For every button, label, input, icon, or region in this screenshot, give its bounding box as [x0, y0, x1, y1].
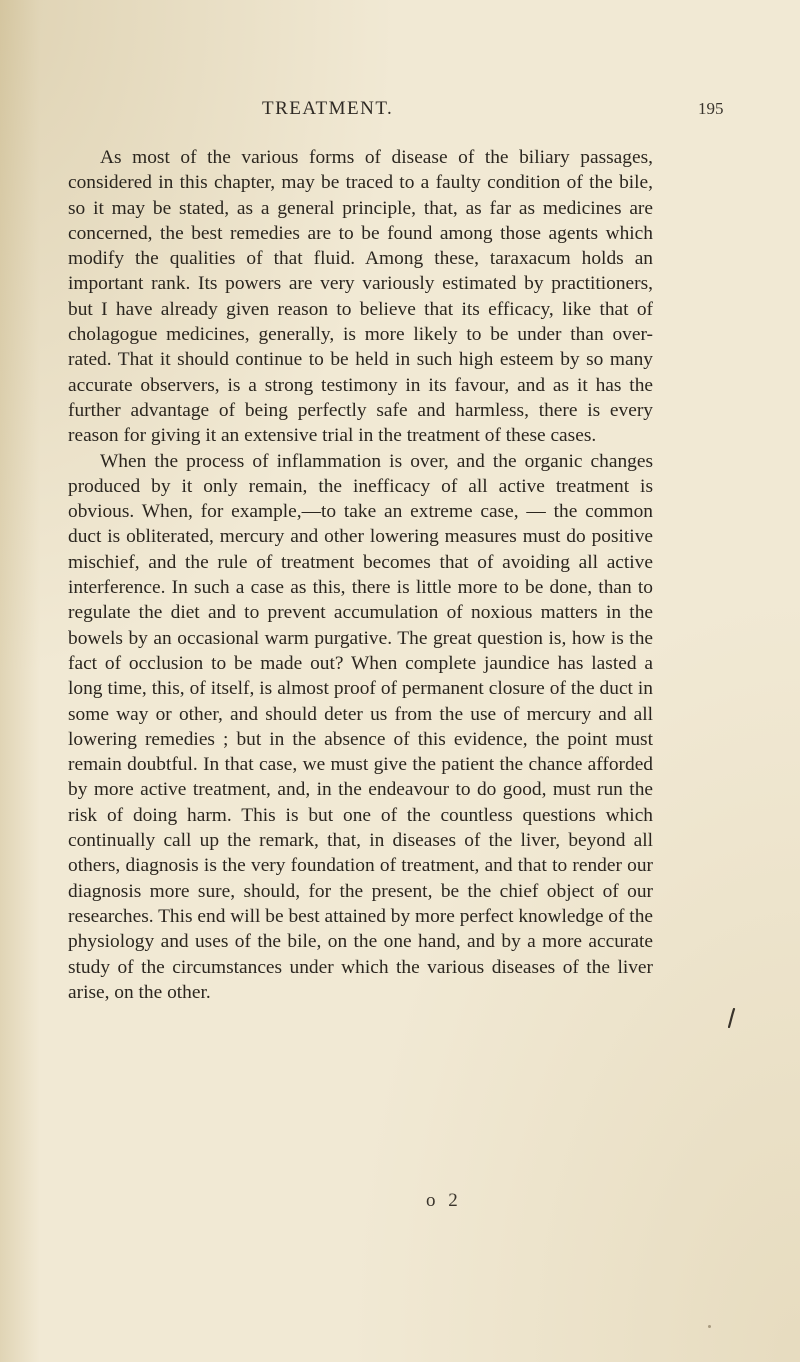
paragraph: When the process of inflammation is over, and the organic changes produced by it only remain, the inefficacy of all active treatment is obvious. When, for example,—to take an extreme case, — the common duct is obliterated, mercury and other lowering measures must do positive mischief, and the rule of treatment becomes that of avoiding all active interference. In such a case as this, there is little more to be done, than to regulate the diet and to prevent accumulation of noxious matters in the bowels by an occasional warm purgative. The great question is, how is the fact of occlusion to be made out? When complete jaundice has lasted a long time, this, of itself, is almost proof of permanent closure of the duct in some way or other, and should deter us from the use of mercury and all lowering remedies ; but in the absence of this evidence, the point must remain doubtful. In that case, we must give the patient the chance afforded by more active treatment, and, in the endeavour to do good, must run the risk of doing harm. This is but one of the countless questions which continually call up the remark, that, in diseases of the liver, beyond all others, diagnosis is the very foundation of treatment, and that to render our diagnosis more sure, should, for the present, be the chief object of our researches. This end will be best attained by more perfect knowledge of the physiology and uses of the bile, on the one hand, and by a more accurate study of the circumstances under which the various diseases of the liver arise, on the other. [68, 450, 653, 1003]
paragraph: As most of the various forms of disease of the biliary passages, considered in this chapter, may be traced to a faulty condition of the bile, so it may be stated, as a general principle, that, as far as medicines are concerned, the best remedies are to be found among those agents which modify the qualities of that fluid. Among these, taraxacum holds an important rank. Its powers are very variously estimated by practitioners, but I have already given reason to believe that its efficacy, like that of cholagogue medicines, generally, is more likely to be under than over-rated. That it should continue to be held in such high esteem by so many accurate observers, is a strong testimony in its favour, and as it has the further advantage of being perfectly safe and harmless, there is every reason for giving it an extensive trial in the treatment of these cases. [68, 147, 653, 447]
signature-mark: o 2 [426, 1190, 462, 1211]
body-text [68, 145, 653, 1005]
ink-mark-icon [728, 1008, 736, 1028]
running-head-title: TREATMENT. [262, 98, 394, 119]
page-number: 195 [698, 99, 724, 118]
paper-speck [708, 1325, 711, 1328]
running-head [0, 98, 800, 126]
